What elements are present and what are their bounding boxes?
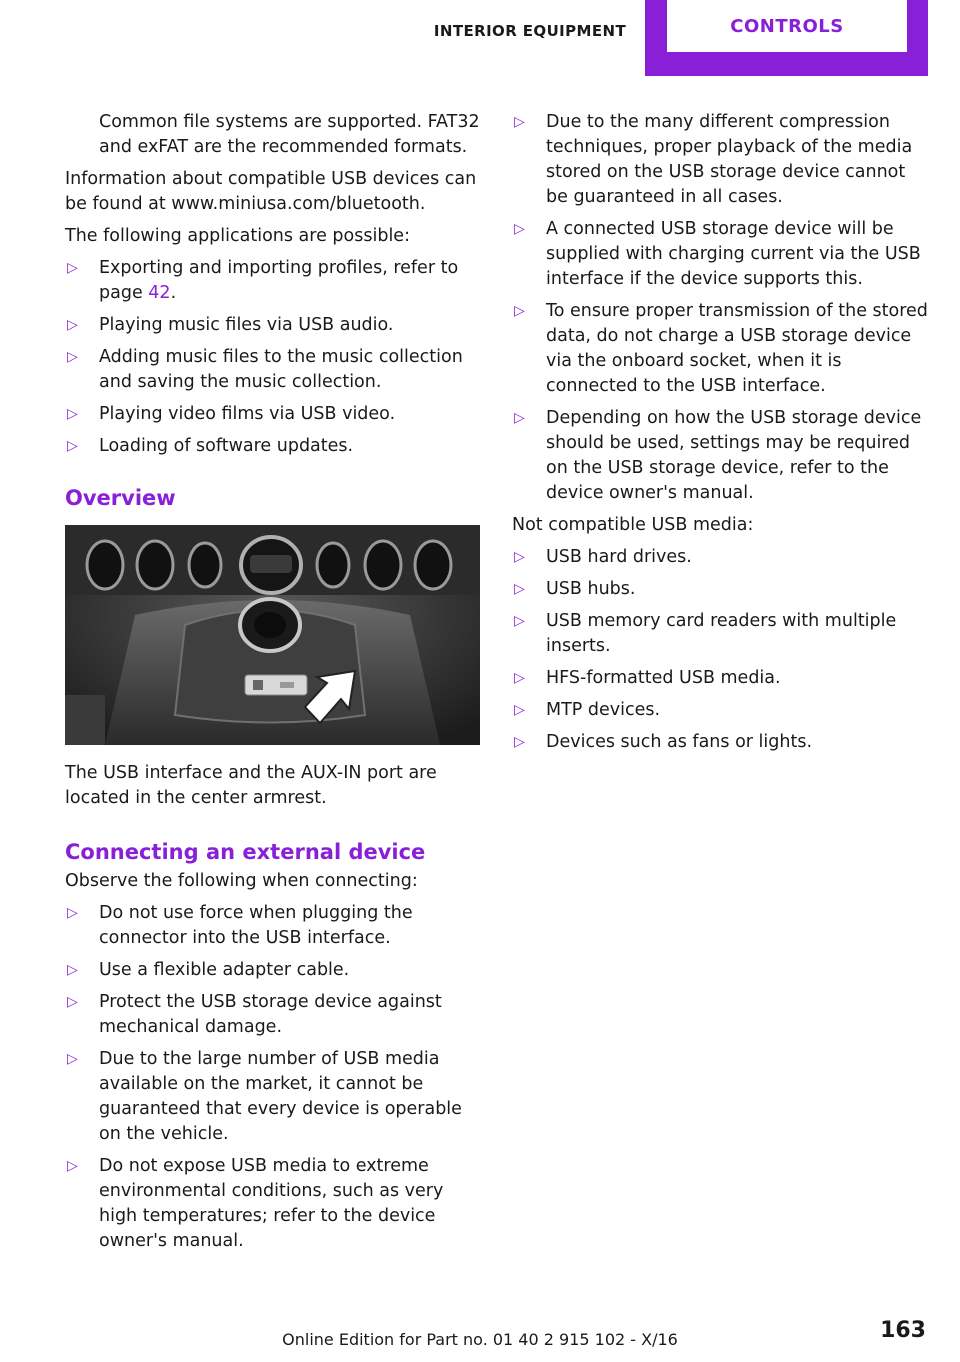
triangle-bullet-icon: ▷: [67, 1051, 78, 1067]
not-compatible-intro: Not compatible USB media:: [512, 515, 754, 535]
list-item: [65, 901, 480, 951]
usb-notes-list: [512, 110, 932, 506]
list-item-text: To ensure proper transmission of the stored data, do not charge a USB storage device via the onboard socket, when it is connected to the USB interface.: [546, 301, 928, 396]
file-systems-paragraph: Common file systems are supported. FAT32 and exFAT are the recommended formats.: [99, 112, 480, 157]
triangle-bullet-icon: ▷: [514, 114, 525, 130]
list-item-text: Devices such as fans or lights.: [546, 732, 813, 752]
right-column: [512, 110, 932, 762]
list-item-text: Loading of software updates.: [99, 436, 354, 456]
list-item: [65, 434, 480, 459]
list-item-text-end: .: [170, 283, 177, 303]
list-item: [65, 1047, 480, 1147]
list-item: [65, 402, 480, 427]
list-item-text: Due to the many different compression techniques, proper playback of the media stored on the USB storage device cannot be guaranteed in all cases.: [546, 112, 913, 207]
triangle-bullet-icon: ▷: [514, 734, 525, 750]
list-item-text: Adding music files to the music collection and saving the music collection.: [99, 347, 463, 392]
triangle-bullet-icon: ▷: [514, 410, 525, 426]
list-item: [512, 698, 932, 723]
list-item: [512, 217, 932, 292]
list-item-text: Do not use force when plugging the connector into the USB interface.: [99, 903, 413, 948]
triangle-bullet-icon: ▷: [514, 303, 525, 319]
list-item-text: MTP devices.: [546, 700, 661, 720]
triangle-bullet-icon: ▷: [67, 317, 78, 333]
connecting-list: [65, 901, 480, 1254]
list-item: [512, 666, 932, 691]
list-item-text: Playing music files via USB audio.: [99, 315, 394, 335]
list-item-text: Exporting and importing profiles, refer to page: [99, 258, 459, 303]
list-item: [512, 609, 932, 659]
list-item-text: USB memory card readers with multiple inserts.: [546, 611, 897, 656]
triangle-bullet-icon: ▷: [67, 438, 78, 454]
list-item-text: USB hubs.: [546, 579, 636, 599]
connecting-device-heading: Connecting an external device: [65, 840, 426, 864]
connecting-intro: Observe the following when connecting:: [65, 871, 418, 891]
left-column: [65, 110, 480, 1261]
list-item: [65, 990, 480, 1040]
list-item: [65, 1154, 480, 1254]
list-item: [512, 730, 932, 755]
triangle-bullet-icon: ▷: [514, 549, 525, 565]
compatible-devices-paragraph: Information about compatible USB devices can be found at www.miniusa.com/bluetooth.: [65, 169, 477, 214]
header-tab-label: CONTROLS: [667, 0, 907, 52]
list-item-text: Playing video films via USB video.: [99, 404, 396, 424]
list-item-text: USB hard drives.: [546, 547, 692, 567]
triangle-bullet-icon: ▷: [67, 1158, 78, 1174]
list-item-text: HFS-formatted USB media.: [546, 668, 781, 688]
page-number: 163: [880, 1318, 926, 1343]
footer-edition: Online Edition for Part no. 01 40 2 915 102 - X/16: [282, 1330, 678, 1349]
list-item: [65, 313, 480, 338]
list-item: [512, 299, 932, 399]
applications-list: [65, 256, 480, 459]
applications-intro: The following applications are possible:: [65, 226, 410, 246]
triangle-bullet-icon: ▷: [514, 581, 525, 597]
list-item-text: A connected USB storage device will be supplied with charging current via the USB interface if the device supports this.: [546, 219, 921, 289]
not-compatible-list: [512, 545, 932, 755]
triangle-bullet-icon: ▷: [514, 670, 525, 686]
list-item: [512, 110, 932, 210]
list-item: [512, 545, 932, 570]
page-reference-link[interactable]: 42: [148, 283, 171, 303]
list-item-text: Due to the large number of USB media available on the market, it cannot be guaranteed that every device is operable on the vehicle.: [99, 1049, 462, 1144]
usb-interface-photo: [65, 525, 480, 745]
triangle-bullet-icon: ▷: [67, 406, 78, 422]
list-item-text: Protect the USB storage device against mechanical damage.: [99, 992, 442, 1037]
list-item: [65, 256, 480, 306]
triangle-bullet-icon: ▷: [67, 260, 78, 276]
header-tab: [645, 0, 928, 76]
triangle-bullet-icon: ▷: [514, 702, 525, 718]
photo-caption: The USB interface and the AUX-IN port are located in the center armrest.: [65, 763, 437, 808]
overview-heading: Overview: [65, 486, 176, 510]
triangle-bullet-icon: ▷: [67, 905, 78, 921]
list-item-text: Do not expose USB media to extreme environmental conditions, such as very high temperatures; refer to the device owner's manual.: [99, 1156, 444, 1251]
header-section-title: INTERIOR EQUIPMENT: [433, 22, 627, 40]
list-item-text: Depending on how the USB storage device should be used, settings may be required on the USB storage device, refer to the device owner's manual.: [546, 408, 922, 503]
triangle-bullet-icon: ▷: [67, 349, 78, 365]
triangle-bullet-icon: ▷: [67, 962, 78, 978]
list-item: [512, 406, 932, 506]
list-item: [65, 345, 480, 395]
triangle-bullet-icon: ▷: [67, 994, 78, 1010]
triangle-bullet-icon: ▷: [514, 613, 525, 629]
triangle-bullet-icon: ▷: [514, 221, 525, 237]
list-item: [65, 958, 480, 983]
list-item: [512, 577, 932, 602]
list-item-text: Use a flexible adapter cable.: [99, 960, 350, 980]
